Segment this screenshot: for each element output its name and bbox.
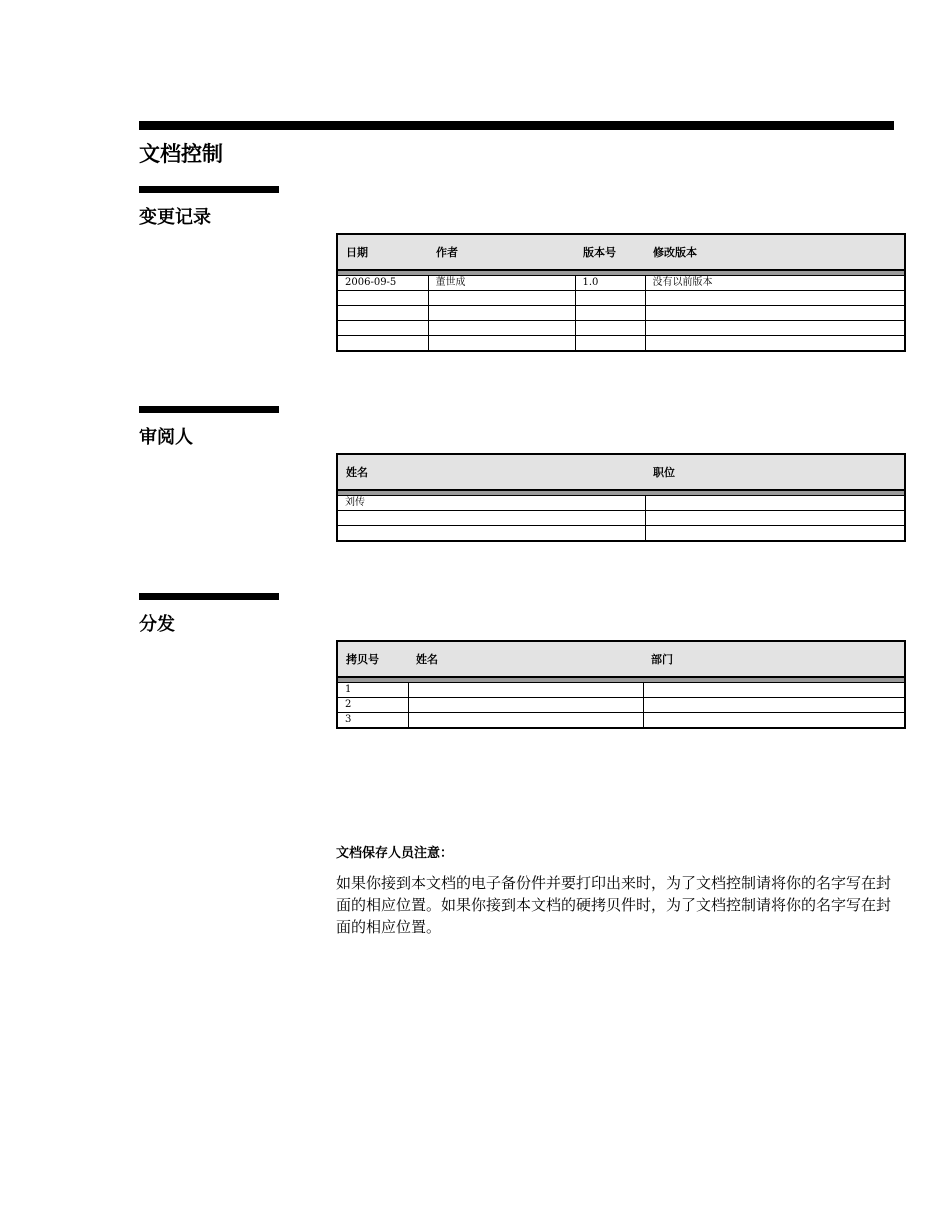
table-cell bbox=[337, 511, 645, 526]
table-row bbox=[337, 321, 905, 336]
table-cell bbox=[337, 526, 645, 542]
table-cell bbox=[645, 291, 905, 306]
table-cell bbox=[428, 321, 575, 336]
table-cell bbox=[428, 291, 575, 306]
table-cell: 1.0 bbox=[575, 276, 645, 291]
table-cell bbox=[575, 321, 645, 336]
table-cell bbox=[575, 291, 645, 306]
note-body: 如果你接到本文档的电子备份件并要打印出来时，为了文档控制请将你的名字写在封面的相应位置。如果你接到本文档的硬拷贝件时，为了文档控制请将你的名字写在封面的相应位置。 bbox=[336, 874, 892, 936]
distribution-heading: 分发 bbox=[139, 614, 175, 635]
table-row bbox=[337, 496, 905, 511]
column-header: 日期 bbox=[337, 234, 428, 270]
column-header: 作者 bbox=[428, 234, 575, 270]
change-log-table bbox=[336, 233, 906, 352]
table-cell bbox=[645, 336, 905, 352]
column-header: 职位 bbox=[645, 454, 905, 490]
table-row bbox=[337, 526, 905, 542]
table-cell bbox=[575, 306, 645, 321]
reviewers-rule bbox=[139, 406, 279, 413]
table-cell: 3 bbox=[337, 713, 408, 729]
reviewers-heading: 审阅人 bbox=[139, 427, 193, 448]
reviewers-table bbox=[336, 453, 906, 542]
table-cell bbox=[337, 291, 428, 306]
table-cell bbox=[428, 336, 575, 352]
table-cell: 1 bbox=[337, 683, 408, 698]
column-header: 姓名 bbox=[337, 454, 645, 490]
table-cell bbox=[645, 496, 905, 511]
table-row bbox=[337, 713, 905, 729]
column-header: 修改版本 bbox=[645, 234, 905, 270]
table-row bbox=[337, 336, 905, 352]
table-cell bbox=[643, 713, 905, 729]
table-cell bbox=[337, 306, 428, 321]
table-header-row bbox=[337, 234, 905, 270]
column-header: 拷贝号 bbox=[337, 641, 408, 677]
table-cell: 没有以前版本 bbox=[645, 276, 905, 291]
page-title: 文档控制 bbox=[139, 142, 223, 166]
change-log-heading: 变更记录 bbox=[139, 207, 211, 228]
table-cell bbox=[428, 306, 575, 321]
distribution-rule bbox=[139, 593, 279, 600]
table-cell bbox=[643, 683, 905, 698]
table-row bbox=[337, 276, 905, 291]
table-cell bbox=[408, 683, 643, 698]
table-cell: 2006-09-5 bbox=[337, 276, 428, 291]
table-cell bbox=[408, 698, 643, 713]
column-header: 版本号 bbox=[575, 234, 645, 270]
table-cell: 2 bbox=[337, 698, 408, 713]
table-cell bbox=[645, 306, 905, 321]
change-log-rule bbox=[139, 186, 279, 193]
table-row bbox=[337, 306, 905, 321]
table-cell bbox=[408, 713, 643, 729]
table-header-row bbox=[337, 454, 905, 490]
table-row bbox=[337, 511, 905, 526]
table-cell bbox=[645, 511, 905, 526]
table-row bbox=[337, 291, 905, 306]
table-row bbox=[337, 683, 905, 698]
table-cell: 刘传 bbox=[337, 496, 645, 511]
top-rule bbox=[139, 121, 894, 130]
note-title: 文档保存人员注意： bbox=[336, 846, 454, 861]
column-header: 姓名 bbox=[408, 641, 643, 677]
table-cell bbox=[575, 336, 645, 352]
table-cell bbox=[645, 526, 905, 542]
table-cell bbox=[645, 321, 905, 336]
column-header: 部门 bbox=[643, 641, 905, 677]
table-cell bbox=[337, 321, 428, 336]
distribution-table bbox=[336, 640, 906, 729]
table-cell bbox=[337, 336, 428, 352]
table-cell: 董世成 bbox=[428, 276, 575, 291]
table-header-row bbox=[337, 641, 905, 677]
table-cell bbox=[643, 698, 905, 713]
table-row bbox=[337, 698, 905, 713]
